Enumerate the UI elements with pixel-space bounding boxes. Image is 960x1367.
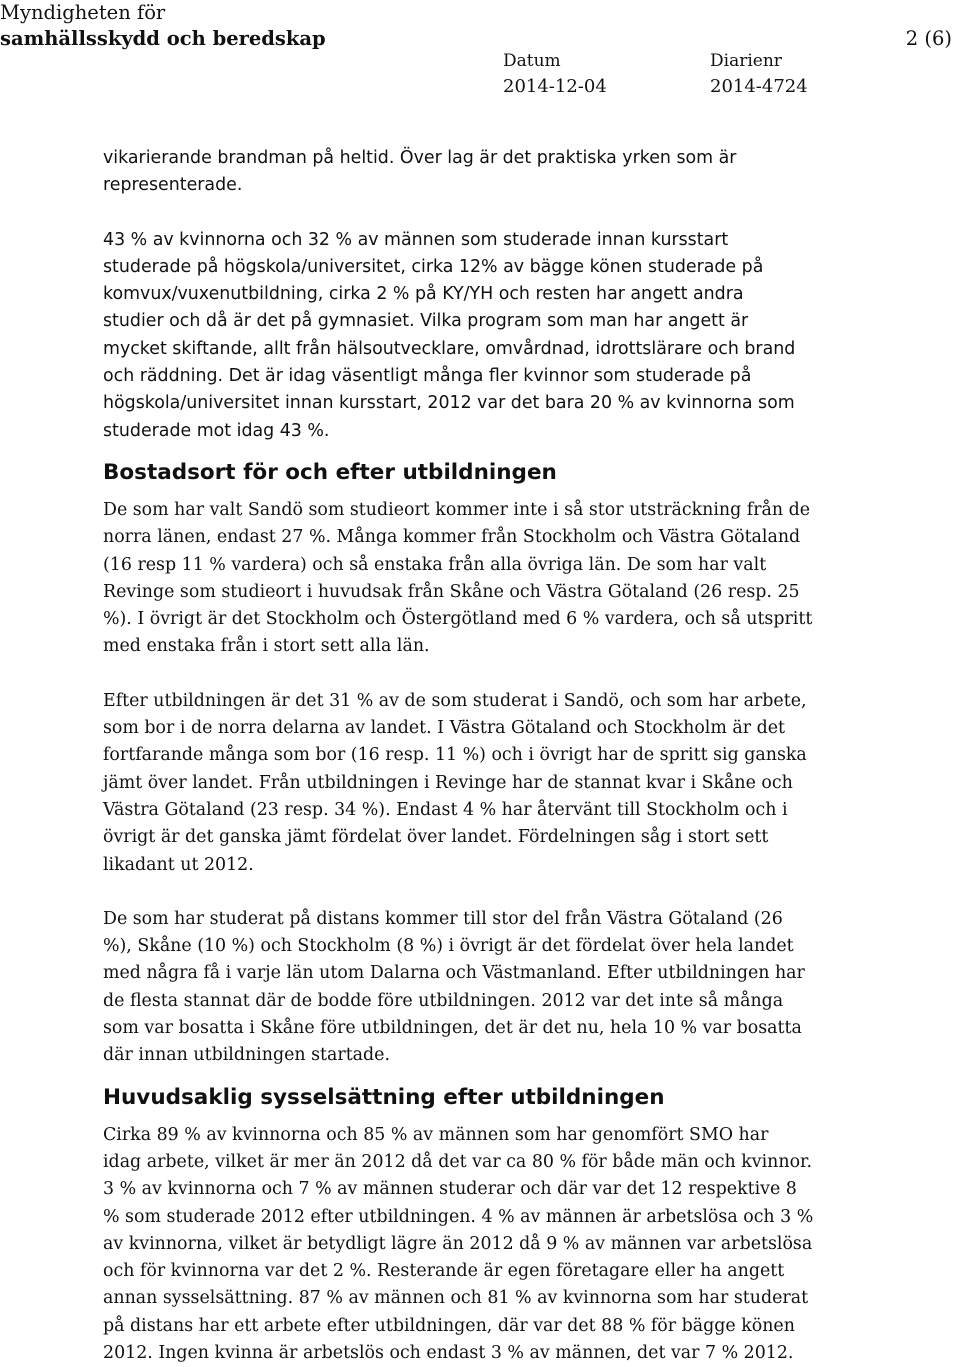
text-line: på distans har ett arbete efter utbildningen, där var det 88 % för bägge könen	[103, 1315, 795, 1336]
text-line: studerade mot idag 43 %.	[103, 420, 330, 441]
text-line: idag arbete, vilket är mer än 2012 då det var ca 80 % för både män och kvinnor.	[103, 1151, 812, 1172]
registration-number-block	[710, 48, 808, 100]
text-line: De som har studerat på distans kommer till stor del från Västra Götaland (26	[103, 908, 783, 929]
paragraph-prior-studies	[103, 227, 953, 445]
text-line: studier och då är det på gymnasiet. Vilka program som man har angett är	[103, 311, 749, 332]
section-heading-employment: Huvudsaklig sysselsättning efter utbildningen	[103, 1084, 665, 1110]
text-line: 3 % av kvinnorna och 7 % av männen studerar och där var det 12 respektive 8	[103, 1179, 797, 1200]
date-value: 2014-12-04	[503, 76, 607, 97]
text-line: %), Skåne (10 %) och Stockholm (8 %) i övrigt är det fördelat över hela landet	[103, 936, 794, 957]
text-line: de flesta stannat där de bodde före utbildningen. 2012 var det inte så många	[103, 990, 784, 1011]
text-line: (16 resp 11 % vardera) och så enstaka från alla övriga län. De som har valt	[103, 554, 767, 575]
text-line: och för kvinnorna var det 2 %. Resterande är egen företagare eller ha angett	[103, 1261, 785, 1282]
text-line: med enstaka från i stort sett alla län.	[103, 636, 430, 657]
text-line: annan sysselsättning. 87 % av männen och 81 % av kvinnorna som har studerat	[103, 1288, 809, 1309]
text-line: av kvinnorna, vilket är betydligt lägre än 2012 då 9 % av männen var arbetslösa	[103, 1233, 813, 1254]
text-line: likadant ut 2012.	[103, 854, 254, 875]
document-body	[103, 145, 953, 1367]
text-line: De som har valt Sandö som studieort kommer inte i så stor utsträckning från de	[103, 499, 811, 520]
date-label: Datum	[503, 51, 561, 71]
text-line: och räddning. Det är idag väsentligt många fler kvinnor som studerade på	[103, 366, 752, 387]
text-line: med några få i varje län utom Dalarna och Västmanland. Efter utbildningen har	[103, 963, 805, 984]
registration-number-label: Diarienr	[710, 51, 782, 71]
text-line: övrigt är det ganska jämt fördelat över landet. Fördelningen såg i stort sett	[103, 827, 769, 848]
text-line: studerade på högskola/universitet, cirka 12% av bägge könen studerade på	[103, 256, 764, 277]
paragraph-distance-studies	[103, 906, 953, 1070]
text-line: högskola/universitet innan kursstart, 2012 var det bara 20 % av kvinnorna som	[103, 393, 795, 414]
text-line: som var bosatta i Skåne före utbildningen, det är det nu, hela 10 % var bosatta	[103, 1018, 802, 1039]
text-line: representerade.	[103, 175, 243, 196]
text-line: 2012. Ingen kvinna är arbetslös och endast 3 % av männen, det var 7 % 2012.	[103, 1342, 794, 1363]
organization-name	[0, 0, 326, 52]
text-line: vikarierande brandman på heltid. Över lag är det praktiska yrken som är	[103, 148, 737, 168]
text-line: Revinge som studieort i huvudsak från Skåne och Västra Götaland (26 resp. 25	[103, 581, 800, 602]
section-heading-residence: Bostadsort för och efter utbildningen	[103, 459, 557, 485]
text-line: % som studerade 2012 efter utbildningen. 4 % av männen är arbetslösa och 3 %	[103, 1206, 814, 1227]
text-line: som bor i de norra delarna av landet. I Västra Götaland och Stockholm är det	[103, 718, 785, 739]
text-line: jämt över landet. Från utbildningen i Revinge har de stannat kvar i Skåne och	[103, 772, 793, 793]
text-line: norra länen, endast 27 %. Många kommer från Stockholm och Västra Götaland	[103, 527, 801, 548]
paragraph-employment	[103, 1122, 953, 1367]
paragraph-residence	[103, 497, 953, 661]
text-line: fortfarande många som bor (16 resp. 11 %) och i övrigt har de spritt sig ganska	[103, 745, 807, 766]
paragraph-after-education	[103, 688, 953, 879]
organization-name-line-1: Myndigheten för	[0, 1, 166, 24]
page-number: 2 (6)	[905, 27, 952, 50]
text-line: Efter utbildningen är det 31 % av de som studerat i Sandö, och som har arbete,	[103, 690, 807, 711]
organization-name-line-2: samhällsskydd och beredskap	[0, 27, 326, 50]
text-line: %). I övrigt är det Stockholm och Östergötland med 6 % vardera, och så utspritt	[103, 609, 813, 630]
text-line: Västra Götaland (23 resp. 34 %). Endast 4 % har återvänt till Stockholm och i	[103, 799, 788, 820]
date-block	[503, 48, 607, 100]
text-line: där innan utbildningen startade.	[103, 1045, 390, 1066]
registration-number-value: 2014-4724	[710, 76, 808, 97]
text-line: komvux/vuxenutbildning, cirka 2 % på KY/YH och resten har angett andra	[103, 284, 744, 305]
paragraph-intro	[103, 145, 953, 200]
text-line: mycket skiftande, allt från hälsoutvecklare, omvårdnad, idrottslärare och brand	[103, 338, 796, 359]
text-line: 43 % av kvinnorna och 32 % av männen som studerade innan kursstart	[103, 229, 729, 250]
text-line: Cirka 89 % av kvinnorna och 85 % av männen som har genomfört SMO har	[103, 1124, 769, 1145]
